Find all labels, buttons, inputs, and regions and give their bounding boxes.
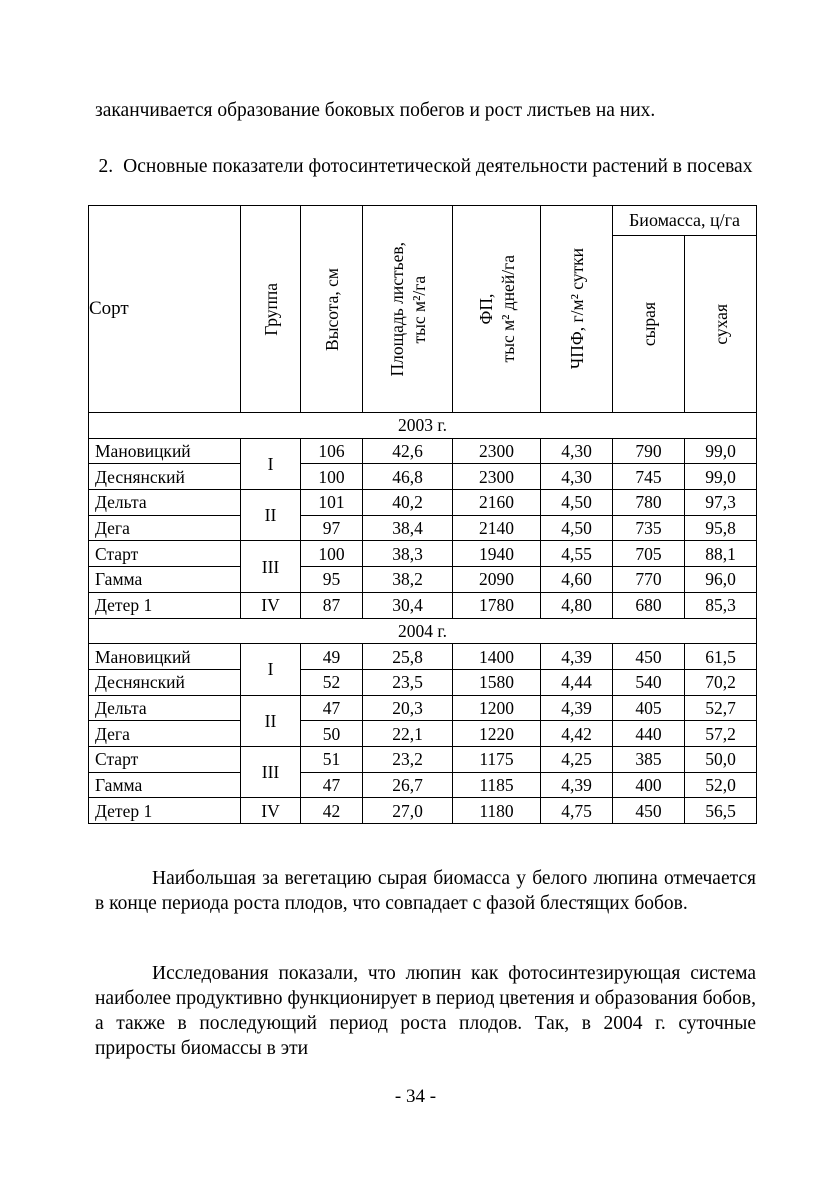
cell-height: 47 [301,695,363,721]
paragraph-research: Исследования показали, что люпин как фотосинтезирующая система наиболее продуктивно функционирует в период цветения и образования бобов, а также в последующий период роста плодов. Так, в 2004 г. суточные приросты биомассы в эти [95,963,756,1059]
cell-raw: 385 [613,746,685,772]
cell-chpf: 4,50 [541,490,613,516]
table-row [89,490,757,516]
header-chpf [541,206,613,413]
table-row [89,515,757,541]
table-row [89,669,757,695]
cell-group: III [241,746,301,797]
cell-fp: 2090 [453,567,541,593]
header-fp-line1: ФП, [475,293,496,325]
cell-leaf: 38,2 [363,567,453,593]
cell-dry: 56,5 [685,798,757,824]
cell-raw: 735 [613,515,685,541]
cell-chpf: 4,44 [541,669,613,695]
table-row [89,798,757,824]
cell-fp: 1180 [453,798,541,824]
cell-chpf: 4,39 [541,772,613,798]
cell-fp: 2160 [453,490,541,516]
cell-leaf: 42,6 [363,438,453,464]
cell-raw: 450 [613,644,685,670]
cell-chpf: 4,25 [541,746,613,772]
cell-dry: 96,0 [685,567,757,593]
cell-dry: 99,0 [685,438,757,464]
cell-fp: 1940 [453,541,541,567]
cell-leaf: 22,1 [363,721,453,747]
header-leaf-area-line2: тыс м²/га [408,275,429,343]
header-biomass-dry [685,235,757,412]
cell-height: 101 [301,490,363,516]
cell-chpf: 4,80 [541,592,613,618]
cell-leaf: 26,7 [363,772,453,798]
cell-chpf: 4,39 [541,695,613,721]
header-leaf-area-line1: Площадь листьев, [386,241,407,377]
cell-dry: 52,7 [685,695,757,721]
cell-fp: 1185 [453,772,541,798]
table-row [89,746,757,772]
cell-raw: 770 [613,567,685,593]
cell-dry: 50,0 [685,746,757,772]
cell-chpf: 4,55 [541,541,613,567]
cell-height: 47 [301,772,363,798]
cell-leaf: 20,3 [363,695,453,721]
table-row [89,695,757,721]
cell-sort: Детер 1 [89,592,241,618]
cell-chpf: 4,60 [541,567,613,593]
cell-raw: 745 [613,464,685,490]
cell-height: 106 [301,438,363,464]
cell-sort: Дельта [89,695,241,721]
cell-height: 97 [301,515,363,541]
header-height [301,206,363,413]
cell-raw: 705 [613,541,685,567]
cell-group: II [241,695,301,746]
table-row [89,464,757,490]
cell-height: 42 [301,798,363,824]
table-row [89,721,757,747]
cell-height: 100 [301,464,363,490]
header-height-text: Высота, см [321,267,342,351]
cell-sort: Старт [89,541,241,567]
cell-height: 95 [301,567,363,593]
paragraph-top: заканчивается образование боковых побегов и рост листьев на них. [95,100,656,121]
table-body [89,413,757,824]
cell-sort: Мановицкий [89,438,241,464]
cell-height: 87 [301,592,363,618]
cell-dry: 95,8 [685,515,757,541]
cell-group: II [241,490,301,541]
cell-sort: Деснянский [89,669,241,695]
cell-sort: Старт [89,746,241,772]
cell-raw: 780 [613,490,685,516]
cell-dry: 70,2 [685,669,757,695]
cell-raw: 540 [613,669,685,695]
table-row [89,541,757,567]
cell-leaf: 46,8 [363,464,453,490]
table-row [89,438,757,464]
table-row [89,644,757,670]
table-row [89,592,757,618]
cell-leaf: 38,3 [363,541,453,567]
header-group [241,206,301,413]
header-leaf-area [363,206,453,413]
cell-sort: Гамма [89,567,241,593]
header-group-text: Группа [260,282,281,336]
cell-chpf: 4,42 [541,721,613,747]
cell-fp: 2140 [453,515,541,541]
cell-sort: Дега [89,515,241,541]
cell-sort: Деснянский [89,464,241,490]
cell-dry: 97,3 [685,490,757,516]
cell-height: 50 [301,721,363,747]
cell-sort: Дега [89,721,241,747]
cell-fp: 1220 [453,721,541,747]
cell-fp: 1400 [453,644,541,670]
cell-sort: Мановицкий [89,644,241,670]
cell-chpf: 4,30 [541,438,613,464]
cell-leaf: 40,2 [363,490,453,516]
cell-dry: 61,5 [685,644,757,670]
cell-raw: 405 [613,695,685,721]
cell-dry: 88,1 [685,541,757,567]
year-row [89,413,757,439]
cell-raw: 440 [613,721,685,747]
cell-height: 100 [301,541,363,567]
year-row [89,618,757,644]
cell-dry: 57,2 [685,721,757,747]
page-number: - 34 - [394,1086,437,1107]
cell-group: I [241,644,301,695]
cell-leaf: 23,5 [363,669,453,695]
header-chpf-text: ЧПФ, г/м² сутки [566,248,587,370]
cell-leaf: 30,4 [363,592,453,618]
cell-leaf: 38,4 [363,515,453,541]
cell-raw: 680 [613,592,685,618]
cell-dry: 52,0 [685,772,757,798]
cell-chpf: 4,50 [541,515,613,541]
table-row [89,772,757,798]
cell-leaf: 27,0 [363,798,453,824]
cell-chpf: 4,30 [541,464,613,490]
cell-raw: 400 [613,772,685,798]
cell-sort: Гамма [89,772,241,798]
table-row [89,567,757,593]
cell-fp: 2300 [453,438,541,464]
table-caption [95,154,756,179]
header-biomass-raw [613,235,685,412]
caption-text: Основные показатели фотосинтетической деятельности растений в посевах [123,156,753,177]
header-fp-line2: тыс м² дней/га [497,255,518,363]
cell-leaf: 23,2 [363,746,453,772]
data-table [88,205,757,824]
cell-fp: 1175 [453,746,541,772]
header-fp [453,206,541,413]
cell-fp: 1580 [453,669,541,695]
cell-raw: 450 [613,798,685,824]
paragraph-biomass: Наибольшая за вегетацию сырая биомасса у белого люпина отмечается в конце периода роста плодов, что совпадает с фазой блестящих бобов. [95,868,756,914]
cell-group: I [241,438,301,489]
header-dry-text: сухая [710,303,731,345]
cell-raw: 790 [613,438,685,464]
header-raw-text: сырая [638,301,659,346]
cell-fp: 1200 [453,695,541,721]
cell-leaf: 25,8 [363,644,453,670]
header-sort: Сорт [89,206,241,413]
cell-height: 52 [301,669,363,695]
cell-dry: 85,3 [685,592,757,618]
cell-group: IV [241,798,301,824]
cell-fp: 1780 [453,592,541,618]
cell-height: 51 [301,746,363,772]
header-biomass: Биомасса, ц/га [613,206,757,236]
cell-height: 49 [301,644,363,670]
cell-group: IV [241,592,301,618]
year-label: 2004 г. [89,618,757,644]
year-label: 2003 г. [89,413,757,439]
cell-group: III [241,541,301,592]
cell-fp: 2300 [453,464,541,490]
cell-chpf: 4,39 [541,644,613,670]
cell-sort: Детер 1 [89,798,241,824]
cell-sort: Дельта [89,490,241,516]
cell-dry: 99,0 [685,464,757,490]
caption-number: 2. [98,156,114,177]
cell-chpf: 4,75 [541,798,613,824]
